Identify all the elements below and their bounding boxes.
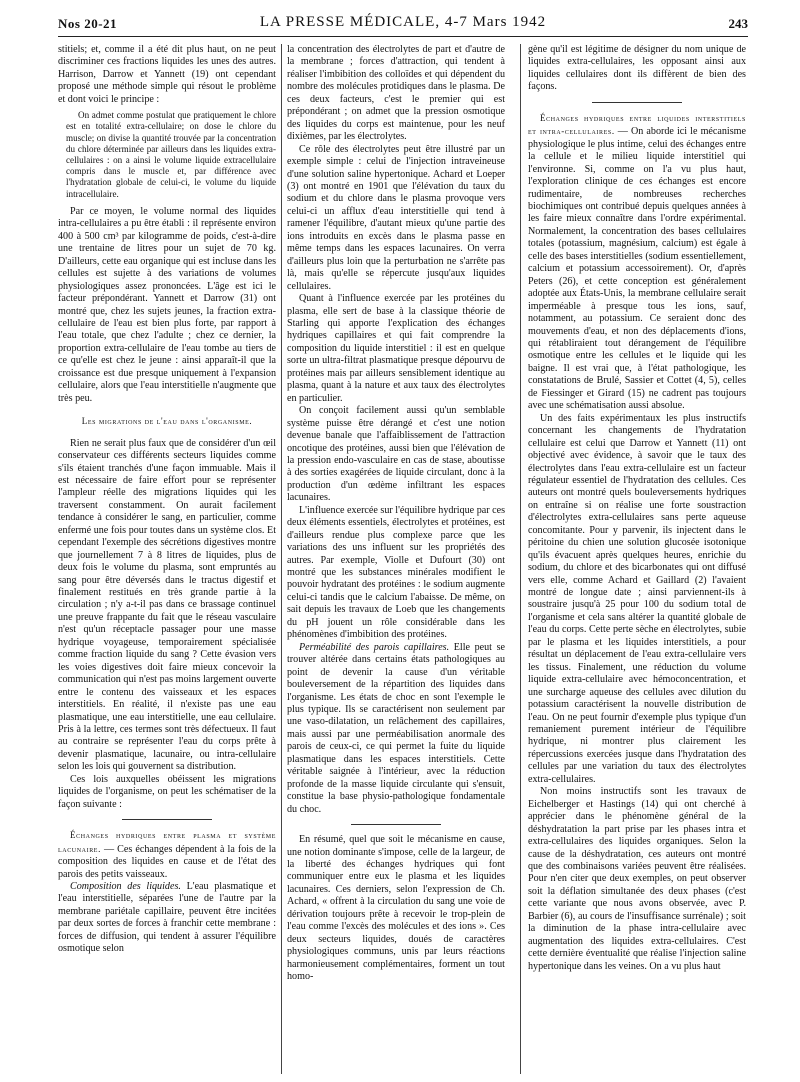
paragraph-text: Elle peut se trouver altérée dans certains états pathologiques au point de devenir la cause d'un véritable bouleversement de la répartition des liquides dans l'organisme. Les états de choc en sont l'exemple le plus typique. Ils se caractérisent non seulement par une vaso-dilatation, un relâchement des capillaires, mais aussi par une perméabilisation anormale des parois de ceux-ci, ce qui permet la fuite du liquide plasmatique dans les espaces interstitiels. Cette véritable saignée à l'intérieur, avec la réduction profonde de la masse liquide circulante qui s'ensuit, constitue la base physio-pathologique fondamentale du choc. (287, 641, 505, 815)
subheading: Perméabilité des parois capillaires. (299, 641, 450, 653)
paragraph: Rien ne serait plus faux que de considérer d'un œil conservateur ces différents secteurs liquides comme s'ils étaient tranchés d'une façon immuable. Mais il est nécessaire de faire effort pour se représenter l'ampleur réelle des migrations liquides qui les traversent constamment. On aurait facilement tendance à considérer le sang, en particulier, comme enfermé une fois pour toutes dans un système clos. Et cependant l'exemple des sécrétions digestives montre que journellement 7 à 8 litres de liquides, plus de deux fois le volume du plasma, sont empruntés au sang pour être déversés dans le tractus digestif et finalement restitués en très grande partie à la circulation ; n'y a-t-il pas dans ce brassage continuel une preuve frappante du fait que le réseau vasculaire n'est qu'un réceptacle passager pour une masse hydrique voyageuse, temporairement spécialisée comme fraction liquide du sang ? Cette évasion vers les voies digestives doit faire mieux concevoir la communication qui n'est pas moins largement ouverte entre le contenu des vaisseaux et les espaces interstitiels. En réalité, il n'existe pas une eau plasmatique, une eau interstitielle, une eau cellulaire. Pris à la lettre, ces termes sont très défectueux. Il faut au contraire se représenter l'eau du corps prête à devenir plasmatique, lacunaire, ou intra-cellulaire selon les lois qui gouvernent sa distribution. (58, 437, 276, 773)
page-number: 243 (728, 16, 748, 31)
divider (351, 824, 441, 826)
paragraph: On conçoit facilement aussi qu'un semblable système puisse être dérangé et c'est une notion devenue banale que l'affaiblissement de l'attraction oncotique des protéines, aussi bien que l'élévation de la pression endo-vasculaire en cas de stase, aboutisse à des sorties exagérées de liquide circulant, donc à la production d'un œdème infiltrant les espaces lacunaires. (287, 405, 505, 504)
paragraph-text: — Ces échanges dépendent à la fois de la composition des liquides en cause et de l'état des parois des petits vaisseaux. (58, 843, 276, 880)
paragraph: Ces lois auxquelles obéissent les migrations liquides de l'organisme, on peut les schématiser de la façon suivante : (58, 773, 276, 810)
paragraph-text: — On aborde ici le mécanisme physiologique le plus intime, celui des échanges entre la cellule et le milieu liquide interstitiel qui l'environne. Si, comme on l'a vu plus haut, l'exploration clinique de ces échanges est encore rudimentaire, de nombreuses recherches biochimiques ont contribué depuis quelques années à les faire mieux connaître dans l'ordre expérimental. Normalement, la concentration des bases cellulaires totales (potassium, magnésium, calcium) est égale à celle des bases interstitielles (sodium essentiellement, calcium et potassium accessoirement). Or, d'après Peters (26), et cette conception est généralement adoptée aux États-Unis, la membrane cellulaire serait imperméable à presque tous les ions, sauf, notamment, au potassium. Ce seraient donc des mouvements d'eau, et non des déplacements d'ions, qui rétabliraient tout dérangement de l'équilibre osmotique entre les cellules et le liquide qui les baigne. Il est vrai que, à l'état pathologique, les constatations de Brulé, Sassier et Cottet (4, 5), celles de Fiessinger et Girard (15) ne cadrent pas toujours avec une schématisation aussi absolue. (528, 126, 746, 412)
journal-title: LA PRESSE MÉDICALE, (259, 14, 441, 30)
issue-number: Nos 20-21 (58, 16, 118, 31)
paragraph: Ce rôle des électrolytes peut être illustré par un exemple simple : celui de l'injection intraveineuse d'une solution saline hypertonique. Achard et Loeper (3) ont montré en 1901 que l'élévation du taux du sodium et du chlore dans le plasma provoque vers celui-ci un afflux d'eau interstitielle qui tend à ramener l'équilibre, d'autant mieux qu'une partie des ions introduits en excès dans le plasma passe en même temps dans les espaces lacunaires. On verra d'ailleurs plus loin que la perturbation ne s'arrête pas là, mais qu'elle se répercute jusqu'aux liquides cellulaires. (287, 143, 505, 292)
section-heading: Les migrations de l'eau dans l'organisme. (81, 416, 253, 427)
column-2 (287, 44, 505, 984)
paragraph: Par ce moyen, le volume normal des liquides intra-cellulaires a pu être établi : il représente environ 400 à 500 cm³ par kilogramme de poids, c'est-à-dire une trentaine de litres pour un sujet de 70 kg. D'ailleurs, cette eau organique qui est incluse dans les cellules est sujette à des variations de volumes physiologiques assez prononcées. L'âge est ici le facteur prépondérant. Yannett et Darrow (31) ont montré que, chez les sujets jeunes, la fraction extra-cellulaire de l'eau est bien plus forte, par rapport à l'eau totale, que chez l'adulte ; chez ce dernier, la proportion extra-cellulaire de l'eau tombe au tiers de ce qu'elle est chez le jeune : ainsi apparaît-il que la croissance est due presque uniquement à l'expansion cellulaire, alors que l'eau interstitielle n'augmente que très peu. (58, 205, 276, 404)
column-3 (528, 44, 746, 973)
paragraph-text: L'eau plasmatique et l'eau interstitielle, séparées l'une de l'autre par la membrane pariétale capillaire, peuvent être incitées par deux sortes de forces à franchir cette membrane : forces de diffusion, qui tendent à assurer l'équilibre osmotique selon (58, 881, 276, 955)
section-heading: Échanges hydriques entre plasma et système lacunaire. (58, 830, 276, 854)
section-heading: Échanges hydriques entre liquides interstitiels et intra-cellulaires. (528, 112, 746, 137)
paragraph: En résumé, quel que soit le mécanisme en cause, une notion dominante s'impose, celle de la largeur, de la liberté des échanges hydriques qui font communiquer entre eux le plasma et les liquides lacunaires. Ces derniers, selon l'expression de Ch. Achard, « offrent à la circulation du sang une voie de dérivation toujours prête à recevoir le trop-plein de l'eau comme l'excès des molécules et des ions ». Ces deux secteurs liquides, doués de caractères physiologiques communs, unis par leurs réactions harmonieusement complémentaires, forment un tout homo- (287, 834, 505, 983)
paragraph: la concentration des électrolytes de part et d'autre de la membrane ; forces d'attraction, qui tendent à réaliser l'imbibition des colloïdes et qui dépendent du nombre des molécules protidiques dans le plasma. De ces deux facteurs, c'est le premier qui est prépondérant ; on admet que la pression osmotique des liquides du corps est maintenue, pour les neuf dixièmes, par les électrolytes. (287, 44, 505, 143)
paragraph: gène qu'il est légitime de désigner du nom unique de liquides extra-cellulaires, les opposant ainsi aux liquides cellulaires dont ils diffèrent de bien des façons. (528, 44, 746, 93)
subheading: Composition des liquides. (70, 881, 181, 892)
issue-date: 4-7 Mars 1942 (444, 14, 547, 30)
paragraph: Un des faits expérimentaux les plus instructifs concernant les changements de l'hydratation cellulaire est celui que Darrow et Yannett (11) ont objectivé avec évidence, à savoir que le taux des électrolytes dans l'eau extra-cellulaire est un facteur régulateur essentiel de l'hydratation des cellules. Ces auteurs ont montré quels bouleversements hydriques on entraîne si on réalise une forte soustraction d'électrolytes extra-cellulaires sans perte aqueuse concomitante. Pour y parvenir, ils injectent dans le péritoine du chien une solution glucosée isotonique qu'ils évacuent après quelques heures, enrichie du sodium, du chlore et des bicarbonates qui ont diffusé vers elle, comme Achard et Gaillard (2) l'avaient montré de longue date ; ainsi parviennent-ils à soustraire jusqu'à 25 pour 100 du sodium total de l'organisme et cela sans altérer la quantité globale de l'eau du corps. Cette perte sèche en électrolytes, subie par le plasma et les liquides interstitiels, a pour résultat un déplacement de l'eau extra-cellulaire vers les tissus. Finalement, une réduction du volume liquide extra-cellulaire avec hémoconcentration, et une surcharge aqueuse des cellules avec dilution du potassium caractérisent la nouvelle distribution de l'eau. On ne peut fournir d'exemple plus typique d'un remaniement purement intérieur de l'équilibre hydrique, ni montrer plus clairement les répercussions exercées jusque dans l'hydratation des cellules par une variation du taux des électrolytes extra-cellulaires. (528, 412, 746, 785)
divider (122, 819, 212, 821)
paragraph: Quant à l'influence exercée par les protéines du plasma, elle sert de base à la classique théorie de Starling qui apporte l'explication des échanges hydriques capillaires et qui fait comprendre la composition du liquide interstitiel : il est en quelque sorte un ultra-filtrat plasmatique presque dépourvu de protéines mais par ailleurs sensiblement identique au plasma, quant à la nature et aux taux des électrolytes en particulier. (287, 293, 505, 404)
column-divider (520, 44, 521, 1074)
page-header (58, 14, 748, 37)
paragraph: stitiels; et, comme il a été dit plus haut, on ne peut discriminer ces fractions liquides les unes des autres. Harrison, Darrow et Yannett (19) ont cependant proposé une méthode simple qui résout le problème et dont voici le principe : (58, 44, 276, 105)
column-1 (58, 44, 276, 956)
divider (592, 102, 682, 104)
column-divider (281, 44, 282, 1074)
paragraph: L'influence exercée sur l'équilibre hydrique par ces deux éléments essentiels, électrolytes et protéines, est d'ailleurs rendue plus complexe parce que les variations des uns influent sur les propriétés des autres. Par exemple, Violle et Dufourt (30) ont montré que les substances minérales modifient le pouvoir hydratant des protéines : le sodium augmente celui-ci tandis que le calcium l'abaisse. De même, on sait depuis les travaux de Loeb que les changements du pH jouent un rôle considérable dans les phénomènes d'imbibition des protéines. (287, 504, 505, 641)
paragraph: Non moins instructifs sont les travaux de Eichelberger et Hastings (14) qui ont cherché à apprécier dans le phénomène général de la déshydratation la part prise par les phases intra et extra-cellulaires des liquides organiques. Selon la cause de la déshydratation, ces auteurs ont montré que des combinaisons variées peuvent être réalisées. Pour n'en citer que deux exemples, on peut observer soit la déflation simultanée des deux phases (c'est cette variante que nous avons observée, avec P. Barbier (6), au cours de l'insuffisance surrénale) ; soit la diminution de la phase intra-cellulaire avec augmentation des liquides extra-cellulaires. C'est cette dernière éventualité que réalise l'injection saline hypertonique dans les veines. On a vu plus haut (528, 786, 746, 972)
method-note: On admet comme postulat que pratiquement le chlore est en totalité extra-cellulaire; on dose le chlore du muscle; on divise la quantité trouvée par la concentration du chlore déterminée par ailleurs dans les liquides extra-cellulaires : on a ainsi le volume liquide extracellulaire compris dans le muscle et, par différence avec l'hydratation globale de celui-ci, le volume du liquide intracellulaire. (66, 110, 276, 199)
